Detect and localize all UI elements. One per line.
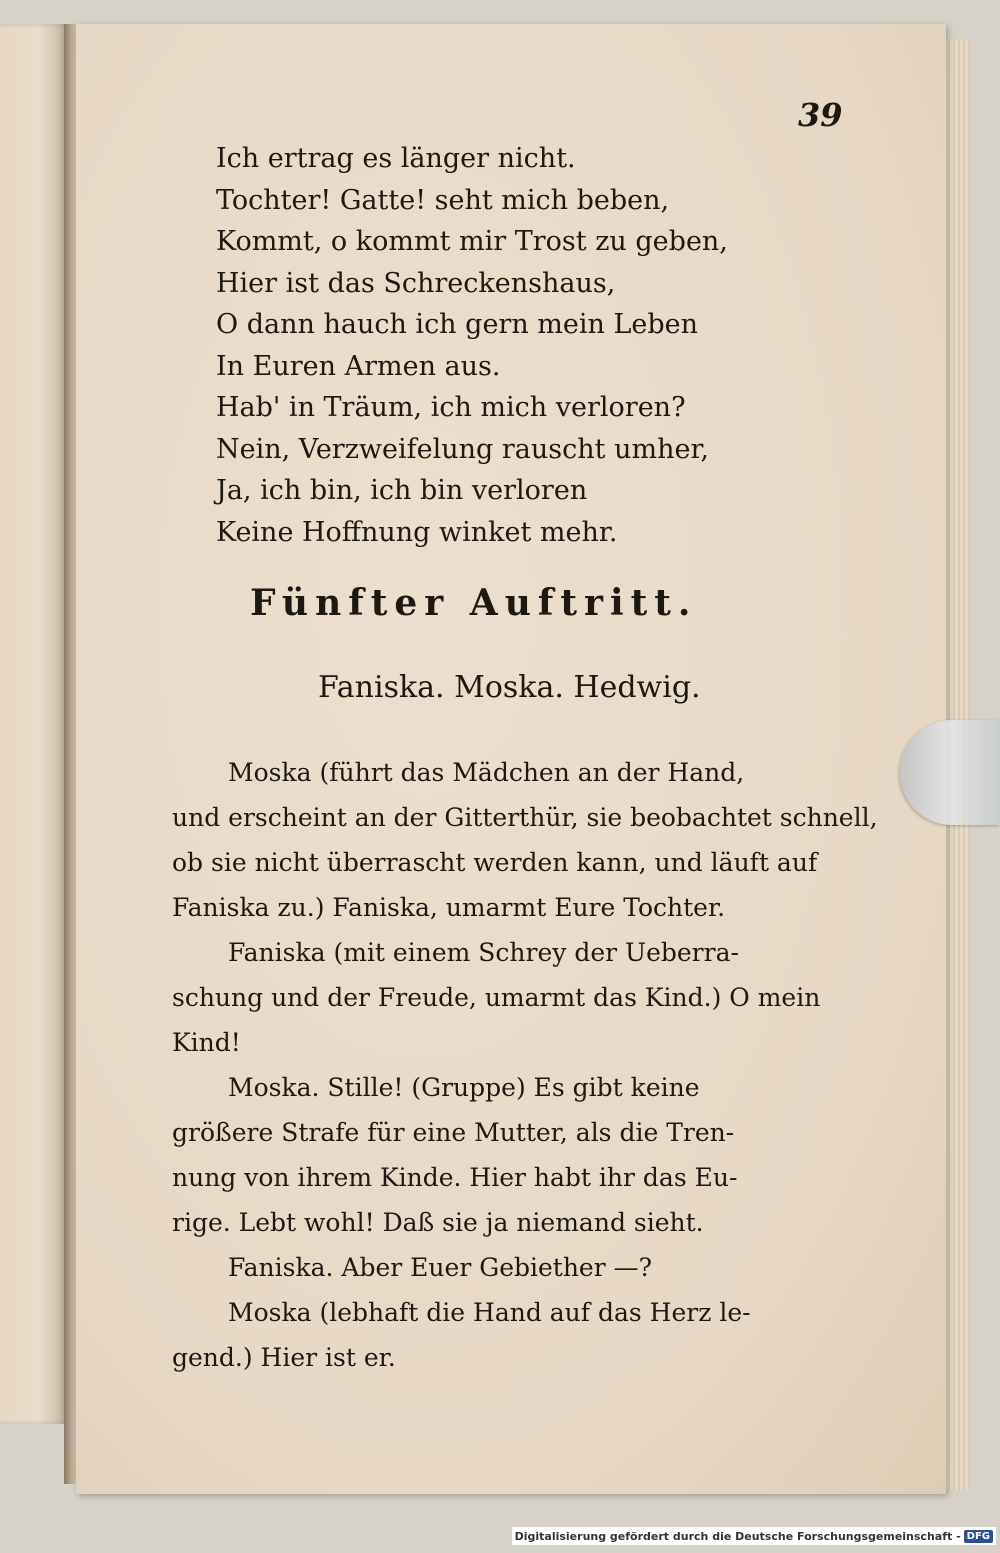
dfg-logo: DFG [964,1530,993,1543]
page-clip [900,720,1000,825]
verse-line: Hier ist das Schreckenshaus, [216,267,616,299]
verse-block [216,138,728,553]
dialogue-line: und erscheint an der Gitterthür, sie beobachtet schnell, [172,803,878,832]
dialogue-line: gend.) Hier ist er. [172,1343,396,1372]
dialogue-line: größere Strafe für eine Mutter, als die Tren- [172,1118,735,1147]
dialogue-line: nung von ihrem Kinde. Hier habt ihr das Eu- [172,1163,738,1192]
verse-line: Ich ertrag es länger nicht. [216,143,576,174]
dialogue-line: Faniska zu.) Faniska, umarmt Eure Tochter. [172,893,726,922]
verse-line: Ja, ich bin, ich bin verloren [216,475,588,506]
dialogue-line: Moska (führt das Mädchen an der Hand, [228,758,745,787]
credit-text: Digitalisierung gefördert durch die Deutsche Forschungsgemeinschaft - [514,1529,961,1543]
dialogue-line: ob sie nicht überrascht werden kann, und läuft auf [172,848,818,877]
verse-line: Keine Hoffnung winket mehr. [216,516,618,548]
dialogue-line: schung und der Freude, umarmt das Kind.) O mein [172,983,821,1012]
verse-line: In Euren Armen aus. [216,350,501,382]
verse-line: Nein, Verzweifelung rauscht umher, [216,433,709,465]
dialogue-line: Kind! [172,1028,241,1057]
verse-line: Tochter! Gatte! seht mich beben, [216,184,670,216]
left-page-edge [0,24,66,1424]
verse-line: Hab' in Träum, ich mich verloren? [216,392,686,423]
page-number: 39 [798,96,843,134]
verse-line: Kommt, o kommt mir Trost zu geben, [216,226,728,257]
dialogue-block [172,750,878,1380]
dialogue-line: rige. Lebt wohl! Daß sie ja niemand sieht. [172,1208,704,1237]
digitization-credit [512,1527,996,1545]
dialogue-line: Faniska (mit einem Schrey der Ueberra- [228,938,739,967]
verse-line: O dann hauch ich gern mein Leben [216,309,699,340]
dialogue-line: Moska (lebhaft die Hand auf das Herz le- [228,1298,751,1327]
dialogue-line: Faniska. Aber Euer Gebiether —? [228,1253,653,1282]
dialogue-line: Moska. Stille! (Gruppe) Es gibt keine [228,1073,700,1102]
character-list: Faniska. Moska. Hedwig. [318,670,701,705]
scene-heading: Fünfter Auftritt. [250,582,698,624]
